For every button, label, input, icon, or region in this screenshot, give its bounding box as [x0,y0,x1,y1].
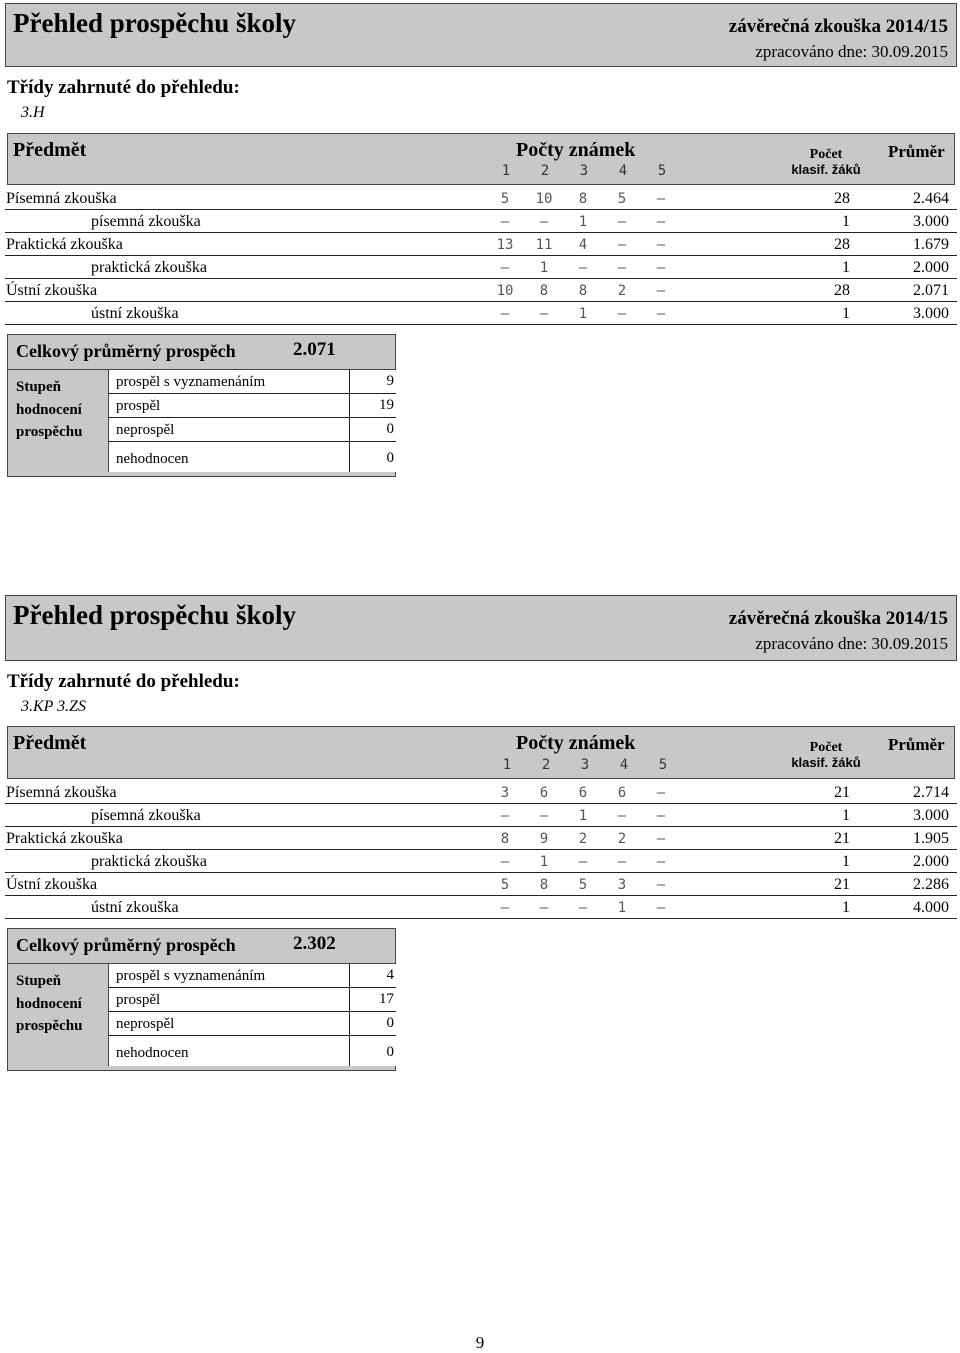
grade-count-3: 8 [578,191,588,207]
subject-name: praktická zkouška [91,853,207,870]
result-count: 19 [349,394,396,417]
grade-count-4: 2 [617,283,627,299]
average-value: 2.000 [913,259,949,276]
pupil-count: 28 [834,282,850,299]
result-grade-label [16,376,82,444]
grade-count-1: – [500,306,510,322]
header-average: Průměr [888,142,945,161]
table-row [5,279,957,302]
pupil-count: 1 [842,213,850,230]
average-value: 2.000 [913,853,949,870]
average-value: 2.286 [913,876,949,893]
summary-box [7,928,396,1071]
grade-count-1: 5 [500,877,510,893]
header-grade-4: 4 [619,757,629,773]
average-value: 1.905 [913,830,949,847]
grade-count-3: 1 [578,306,588,322]
table-row [5,896,957,919]
grade-count-2: – [539,214,549,230]
subject-name: Praktická zkouška [6,830,123,847]
header-pupil-count [778,740,874,770]
average-value: 2.071 [913,282,949,299]
grade-count-5: – [656,306,666,322]
grade-count-5: – [656,831,666,847]
result-label: nehodnocen [116,1045,189,1061]
grade-count-2: 10 [535,191,553,207]
grade-count-3: – [578,900,588,916]
grade-count-4: – [617,214,627,230]
result-row [109,370,396,394]
processed-date: zpracováno dne: 30.09.2015 [755,634,948,653]
header-pupil-count-line2: klasif. žáků [791,755,861,770]
grade-count-5: – [656,214,666,230]
classes-label: Třídy zahrnuté do přehledu: [7,77,240,98]
result-row [109,1036,396,1066]
grade-count-2: – [539,306,549,322]
grade-count-4: 1 [617,900,627,916]
result-label: neprospěl [116,1016,175,1032]
result-count: 0 [349,1036,396,1066]
header-pupil-count-line2: klasif. žáků [791,162,861,177]
header-average: Průměr [888,735,945,754]
grade-count-2: 8 [539,283,549,299]
pupil-count: 21 [834,876,850,893]
header-grade-1: 1 [501,163,511,179]
table-row [5,781,957,804]
overall-average-label: Celkový průměrný prospěch [16,935,236,955]
subject-name: písemná zkouška [91,807,201,824]
result-count: 9 [349,370,396,393]
grade-count-1: – [500,260,510,276]
grade-count-3: 4 [578,237,588,253]
result-grade-table [108,370,396,472]
result-grade-label-line: Stupeň [16,973,62,989]
exam-name: závěrečná zkouška 2014/15 [728,608,948,629]
grade-count-3: 1 [578,214,588,230]
subject-name: ústní zkouška [91,899,179,916]
result-grade-label [16,970,82,1038]
result-count: 0 [349,1012,396,1035]
result-row [109,988,396,1012]
average-value: 4.000 [913,899,949,916]
classes-value: 3.H [21,104,45,121]
grade-count-4: – [617,260,627,276]
result-count: 4 [349,964,396,987]
table-header [7,726,955,779]
header-pupil-count-line1: Počet [809,740,843,755]
header-grade-2: 2 [540,163,550,179]
grade-count-3: 2 [578,831,588,847]
result-count: 0 [349,418,396,441]
header-grade-counts: Počty známek [516,139,636,161]
grade-count-1: – [500,808,510,824]
grade-count-3: 6 [578,785,588,801]
result-grade-label-line: prospěchu [16,1018,83,1034]
pupil-count: 1 [842,853,850,870]
result-count: 17 [349,988,396,1011]
grade-count-1: 10 [496,283,514,299]
grade-count-1: 8 [500,831,510,847]
result-label: prospěl [116,398,161,414]
report-title: Přehled prospěchu školy [13,600,297,630]
report-title: Přehled prospěchu školy [13,8,297,38]
result-label: prospěl [116,992,161,1008]
header-grade-3: 3 [580,757,590,773]
average-value: 3.000 [913,213,949,230]
grade-count-2: 9 [539,831,549,847]
pupil-count: 1 [842,259,850,276]
subject-name: Písemná zkouška [6,190,117,207]
subject-rows [5,187,957,325]
result-grade-label-line: prospěchu [16,424,83,440]
result-label: prospěl s vyznamenáním [116,968,266,984]
result-row [109,964,396,988]
pupil-count: 21 [834,830,850,847]
header-grade-5: 5 [657,163,667,179]
table-row [5,210,957,233]
processed-date: zpracováno dne: 30.09.2015 [755,42,948,61]
grade-count-2: 6 [539,785,549,801]
result-grades [8,370,395,476]
grade-count-5: – [656,237,666,253]
result-grades [8,964,395,1070]
table-row [5,804,957,827]
grade-count-4: – [617,808,627,824]
header-grade-5: 5 [658,757,668,773]
pupil-count: 28 [834,190,850,207]
grade-count-1: – [500,854,510,870]
report-title-box [5,3,957,67]
result-row [109,1012,396,1036]
header-grade-1: 1 [502,757,512,773]
subject-name: Písemná zkouška [6,784,117,801]
header-subject: Předmět [13,139,87,161]
grade-count-2: 1 [539,854,549,870]
grade-count-1: – [500,214,510,230]
subject-name: písemná zkouška [91,213,201,230]
result-row [109,418,396,442]
summary-header [8,335,395,370]
overall-average-label: Celkový průměrný prospěch [16,341,236,361]
grade-count-4: – [617,237,627,253]
result-row [109,394,396,418]
grade-count-5: – [656,785,666,801]
grade-count-1: 3 [500,785,510,801]
grade-count-5: – [656,877,666,893]
grade-count-4: – [617,854,627,870]
classes-value: 3.KP 3.ZS [21,698,87,715]
overall-average-value: 2.302 [293,933,336,954]
grade-count-2: – [539,900,549,916]
grade-count-5: – [656,283,666,299]
subject-name: Praktická zkouška [6,236,123,253]
pupil-count: 1 [842,899,850,916]
header-grade-2: 2 [541,757,551,773]
grade-count-3: 1 [578,808,588,824]
result-grade-table [108,964,396,1066]
subject-name: praktická zkouška [91,259,207,276]
report-2 [5,595,957,1061]
report-1 [5,3,957,467]
header-pupil-count-line1: Počet [809,147,843,162]
average-value: 3.000 [913,807,949,824]
result-grade-label-line: Stupeň [16,379,62,395]
table-row [5,850,957,873]
average-value: 2.464 [913,190,949,207]
table-row [5,302,957,325]
page-number: 9 [475,1333,485,1352]
subject-name: ústní zkouška [91,305,179,322]
table-row [5,827,957,850]
grade-count-2: 1 [539,260,549,276]
summary-box [7,334,396,477]
table-row [5,233,957,256]
table-header [7,133,955,185]
header-subject: Předmět [13,732,87,754]
result-row [109,442,396,472]
grade-count-1: 13 [496,237,514,253]
grade-count-4: 3 [617,877,627,893]
result-label: neprospěl [116,422,175,438]
result-label: nehodnocen [116,451,189,467]
table-row [5,187,957,210]
grade-count-5: – [656,191,666,207]
grade-count-3: – [578,854,588,870]
grade-count-2: 11 [535,237,553,253]
classes-label: Třídy zahrnuté do přehledu: [7,671,240,692]
summary-header [8,929,395,964]
grade-count-2: – [539,808,549,824]
grade-count-5: – [656,854,666,870]
report-title-box [5,595,957,661]
overall-average-value: 2.071 [293,339,336,360]
average-value: 2.714 [913,784,949,801]
pupil-count: 28 [834,236,850,253]
pupil-count: 1 [842,807,850,824]
subject-rows [5,781,957,919]
result-grade-label-line: hodnocení [16,401,82,418]
pupil-count: 21 [834,784,850,801]
grade-count-4: – [617,306,627,322]
result-label: prospěl s vyznamenáním [116,374,266,390]
grade-count-5: – [656,808,666,824]
header-grade-4: 4 [618,163,628,179]
grade-count-1: – [500,900,510,916]
subject-name: Ústní zkouška [6,876,98,893]
header-grade-counts: Počty známek [516,732,636,754]
exam-name: závěrečná zkouška 2014/15 [728,16,948,37]
grade-count-4: 2 [617,831,627,847]
subject-name: Ústní zkouška [6,282,98,299]
average-value: 1.679 [913,236,949,253]
header-grade-3: 3 [579,163,589,179]
pupil-count: 1 [842,305,850,322]
table-row [5,256,957,279]
grade-count-3: 5 [578,877,588,893]
grade-count-4: 5 [617,191,627,207]
grade-count-2: 8 [539,877,549,893]
grade-count-5: – [656,900,666,916]
grade-count-3: – [578,260,588,276]
table-row [5,873,957,896]
result-grade-label-line: hodnocení [16,995,82,1012]
result-count: 0 [349,442,396,472]
grade-count-3: 8 [578,283,588,299]
grade-count-5: – [656,260,666,276]
average-value: 3.000 [913,305,949,322]
grade-count-1: 5 [500,191,510,207]
grade-count-4: 6 [617,785,627,801]
header-pupil-count [778,147,874,177]
